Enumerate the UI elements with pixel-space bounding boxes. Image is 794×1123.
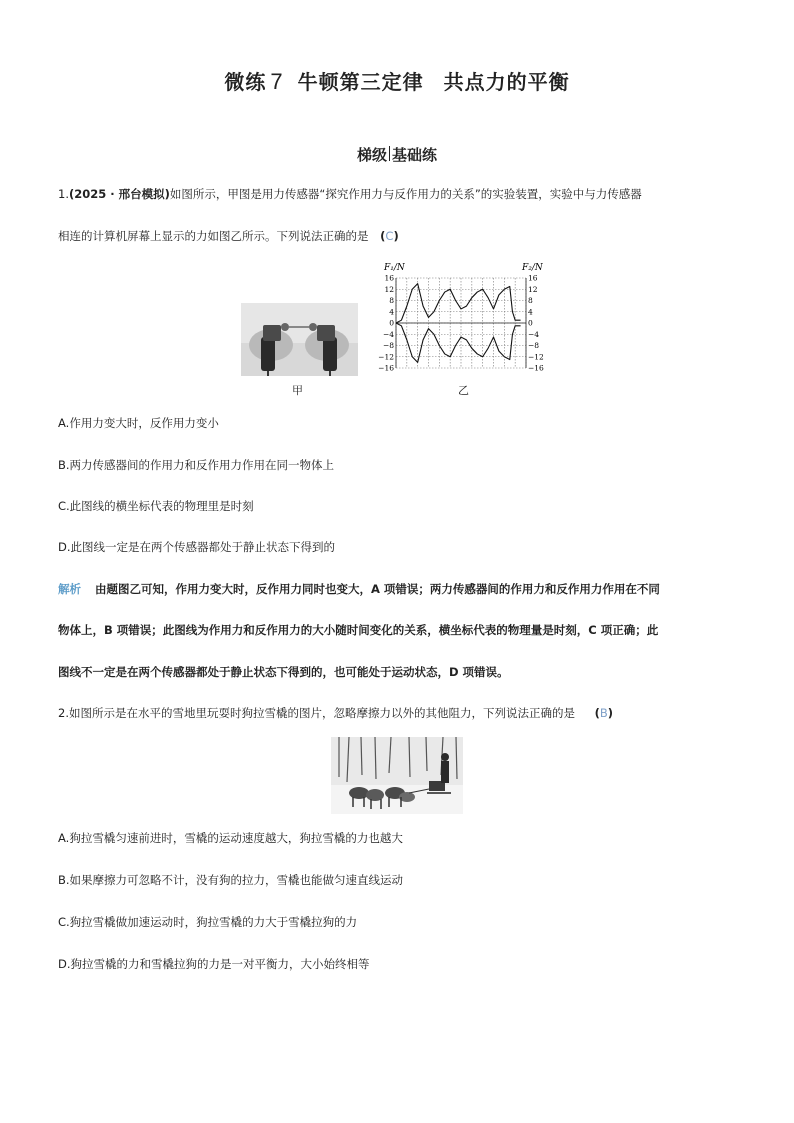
figure-b-caption: 乙 <box>458 384 469 397</box>
q1-stem-line1 <box>58 186 748 202</box>
left-tick-label: 16 <box>384 273 394 283</box>
right-tick-label: 0 <box>528 318 533 328</box>
q1-analysis-line1: 解析 由题图乙可知，作用力变大时，反作用力同时也变大，A 项错误；两力传感器间的作用力和反作用力作用在不同 <box>58 582 660 596</box>
q2-option-d: D.狗拉雪橇的力和雪橇拉狗的力是一对平衡力，大小始终相等 <box>58 957 370 971</box>
q1-number: 1. <box>58 187 69 201</box>
q1-answer: C <box>385 229 394 243</box>
section-left: 梯级 <box>356 146 387 164</box>
title-part2: 共点力的平衡 <box>443 70 570 94</box>
q2-option-a: A.狗拉雪橇匀速前进时，雪橇的运动速度越大，狗拉雪橇的力也越大 <box>58 831 403 845</box>
dog-sled-image <box>331 737 463 814</box>
q1-option-b: B.两力传感器间的作用力和反作用力作用在同一物体上 <box>58 458 335 472</box>
section-right: 基础练 <box>392 146 438 164</box>
left-tick-label: 12 <box>384 284 394 294</box>
right-tick-label: −4 <box>528 329 540 339</box>
sensor-photo-image <box>241 303 358 376</box>
right-tick-label: 4 <box>528 307 533 317</box>
q1-option-c: C.此图线的横坐标代表的物理里是时刻 <box>58 499 254 513</box>
right-tick-label: 16 <box>528 273 538 283</box>
title-number: 7 <box>270 69 284 94</box>
right-tick-label: −16 <box>528 363 544 373</box>
q2-answer: B <box>599 706 608 720</box>
left-tick-label: −8 <box>382 341 394 350</box>
q2-stem <box>58 705 748 721</box>
left-tick-label: −4 <box>382 329 394 339</box>
q1-option-d: D.此图线一定是在两个传感器都处于静止状态下得到的 <box>58 540 336 554</box>
q1-analysis-line2: 物体上，B 项错误；此图线为作用力和反作用力的大小随时间变化的关系，横坐标代表的物理量是时刻，C 项正确；此 <box>58 623 659 637</box>
chart-grid <box>396 278 526 368</box>
left-tick-label: 8 <box>389 296 394 305</box>
section-divider <box>389 146 390 161</box>
q2-number: 2. <box>58 706 69 720</box>
q1-line1: 如图所示，甲图是用力传感器“探究作用力与反作用力的关系”的实验装置，实验中与力传感器 <box>169 187 642 201</box>
analysis-tag: 解析 <box>58 582 81 596</box>
figure-sensor-photo <box>241 303 358 376</box>
right-tick-label: −12 <box>528 352 544 362</box>
q1-stem-line2 <box>58 228 748 244</box>
left-tick-label: 0 <box>389 318 394 328</box>
q1-line2: 相连的计算机屏幕上显示的力如图乙所示。下列说法正确的是 <box>58 229 369 243</box>
figure-dog-sled-photo <box>331 737 463 814</box>
q2-text: 如图所示是在水平的雪地里玩耍时狗拉雪橇的图片，忽略摩擦力以外的其他阻力，下列说法正确的是 <box>68 706 575 720</box>
q1-source: (2025 · 邢台模拟) <box>68 187 170 201</box>
q1-answer-box: (C) <box>380 229 399 243</box>
q1-option-a: A.作用力变大时，反作用力变小 <box>58 416 219 430</box>
left-tick-label: −12 <box>378 352 394 362</box>
page-title <box>0 66 794 95</box>
left-tick-label: 4 <box>389 307 394 317</box>
q2-answer-box: (B) <box>594 706 614 720</box>
force-time-chart <box>374 258 554 378</box>
title-prefix: 微练 <box>224 70 267 94</box>
right-tick-label: 8 <box>528 296 533 305</box>
q2-option-c: C.狗拉雪橇做加速运动时，狗拉雪橇的力大于雪橇拉狗的力 <box>58 915 358 929</box>
section-heading <box>0 144 794 165</box>
q1-analysis-line3: 图线不一定是在两个传感器都处于静止状态下得到的，也可能处于运动状态，D 项错误。 <box>58 665 509 679</box>
figure-a-caption: 甲 <box>292 384 303 397</box>
right-tick-label: 12 <box>528 284 538 294</box>
right-axis-label: F₂/N <box>522 263 543 273</box>
left-tick-label: −16 <box>378 363 394 373</box>
title-part1: 牛顿第三定律 <box>297 70 424 94</box>
right-tick-label: −8 <box>528 341 540 350</box>
left-axis-label: F₁/N <box>384 263 405 273</box>
q2-option-b: B.如果摩擦力可忽略不计，没有狗的拉力，雪橇也能做匀速直线运动 <box>58 873 404 887</box>
